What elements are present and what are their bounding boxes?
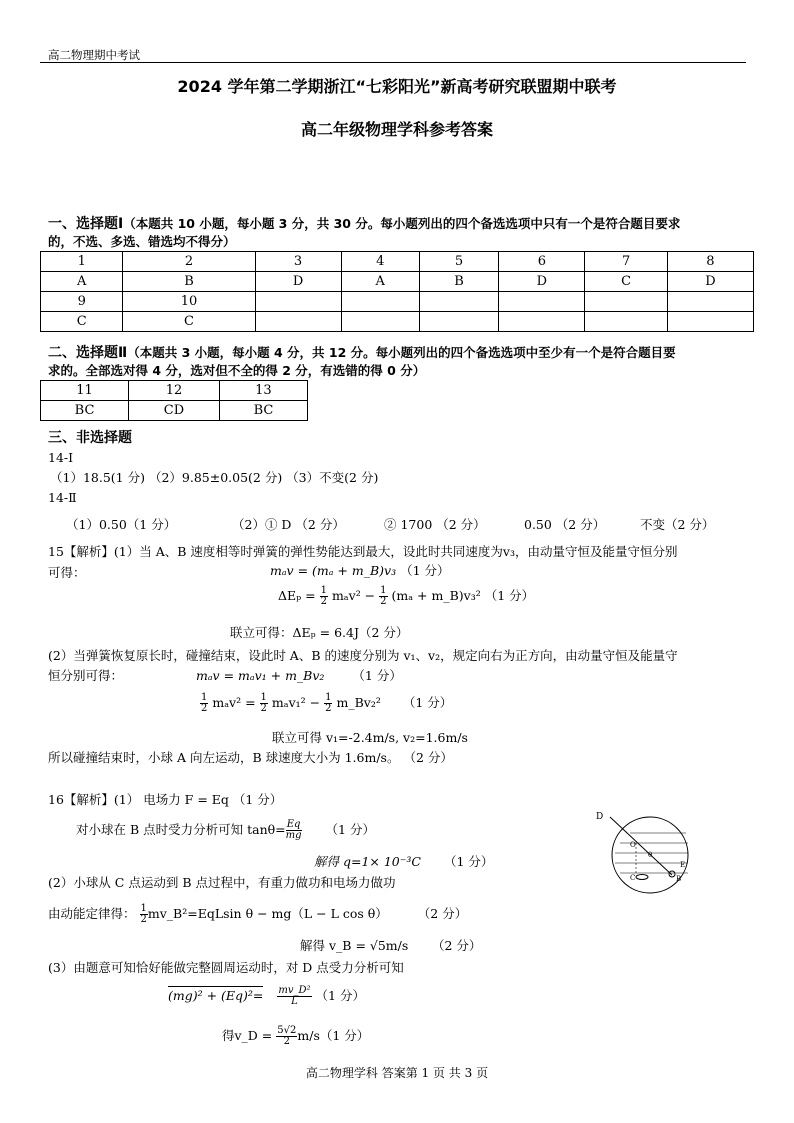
- section1-desc1: （本题共 10 小题，每小题 3 分，共 30 分。每小题列出的四个备选选项中只有一个是符合题目要求: [123, 216, 681, 231]
- q16-line2-score: （1 分）: [325, 822, 375, 837]
- table-cell: [667, 292, 753, 312]
- q16-line6-score: （2 分）: [432, 938, 482, 953]
- q14-2-label: 14-Ⅱ: [48, 490, 77, 505]
- q15-eq3: mₐv = mₐv₁ + m_Bv₂: [196, 668, 325, 683]
- label-d: D: [596, 812, 604, 822]
- table-cell: 4: [341, 252, 419, 272]
- q16-line5-row: [48, 904, 467, 925]
- table-cell: 11: [41, 381, 129, 401]
- q15-eq2-score: （1 分）: [484, 588, 535, 603]
- table-cell: CD: [129, 401, 220, 421]
- section2-line1: [48, 342, 676, 362]
- q16-line5-b: mv_B²=EqLsin θ − mg（L − L cos θ）: [147, 906, 388, 921]
- q15-line2: 可得：: [48, 565, 86, 580]
- q15-eq2-row: [278, 586, 534, 607]
- q15-eq2-rhs: (mₐ + m_B)v₃²: [391, 588, 481, 603]
- fraction-half: $\frac{1}{2}$: [380, 585, 387, 607]
- q15-conclusion: 所以碰撞结束时，小球 A 向左运动，B 球速度大小为 1.6m/s。 （2 分）: [48, 750, 453, 765]
- fraction-half: $\frac{1}{2}$: [140, 903, 147, 925]
- q15-eq1-score: （1 分）: [400, 563, 450, 578]
- page-footer: 高二物理学科 答案第 1 页 共 3 页: [305, 1066, 489, 1080]
- page-title: 2024 学年第二学期浙江“七彩阳光”新高考研究联盟期中联考: [177, 77, 617, 96]
- q16-circle-figure: [590, 805, 710, 895]
- table-cell: [585, 312, 667, 332]
- q16-line4: (2）小球从 C 点运动到 B 点过程中，有重力做功和电场力做功: [48, 875, 396, 890]
- fraction-5root2-2: $\frac{5√2}{2}$: [277, 1025, 297, 1047]
- label-theta: θ: [648, 851, 653, 859]
- table-cell: [255, 312, 341, 332]
- table-row: [41, 401, 308, 421]
- q16-line5-a: 由动能定律得：: [48, 906, 136, 921]
- fraction-half: $\frac{1}{2}$: [325, 692, 332, 714]
- table-cell: 7: [585, 252, 667, 272]
- table-cell: D: [499, 272, 585, 292]
- q16-line1: 16【解析】(1） 电场力 F = Eq （1 分）: [48, 792, 283, 807]
- q15-eq4-c: m_Bv₂²: [336, 695, 381, 710]
- table-cell: C: [585, 272, 667, 292]
- table-cell: D: [255, 272, 341, 292]
- q15-line1: 15【解析】(1）当 A、B 速度相等时弹簧的弹性势能达到最大，设此时共同速度为v₃，由动量守恒及能量守恒分别: [48, 544, 678, 559]
- table-cell: [499, 292, 585, 312]
- section3-heading: 三、非选择题: [48, 430, 132, 446]
- q16-line9-a: 得v_D =: [222, 1028, 273, 1043]
- q14-2-part5: 不变（2 分）: [640, 517, 715, 532]
- table-cell: 6: [499, 252, 585, 272]
- q15-part2-line2: 恒分别可得：: [48, 668, 124, 683]
- q16-line5-score: （2 分）: [417, 906, 468, 921]
- q14-2-part3: ② 1700 （2 分）: [384, 517, 486, 532]
- table-cell: BC: [219, 401, 307, 421]
- q16-line7: (3）由题意可知恰好能做完整圆周运动时，对 D 点受力分析可知: [48, 960, 404, 975]
- q15-eq4-row: [200, 693, 452, 714]
- q15-eq2-mid: mₐv² −: [331, 588, 376, 603]
- table-cell: 3: [255, 252, 341, 272]
- q16-line8-a: (mg)² + (Eq)²=: [168, 988, 264, 1003]
- fraction-mvd2-l: $\frac{\text{mv\_D²}}{L}$: [278, 985, 311, 1007]
- table-cell: 5: [419, 252, 499, 272]
- header-divider: [40, 62, 746, 63]
- q16-line9-row: [222, 1026, 369, 1047]
- q15-eq3-row: [196, 666, 402, 684]
- section1-desc2: 的，不选、多选、错选均不得分）: [48, 234, 236, 249]
- table-cell: [499, 312, 585, 332]
- running-header: 高二物理期中考试: [48, 48, 140, 62]
- table-cell: C: [41, 312, 123, 332]
- q15-eq1-row: [270, 561, 450, 579]
- section2-heading: 二、选择题Ⅱ: [48, 345, 128, 361]
- q15-result2: 联立可得 v₁=-2.4m/s, v₂=1.6m/s: [272, 730, 468, 745]
- table-cell: A: [341, 272, 419, 292]
- table-cell: 12: [129, 381, 220, 401]
- q15-eq4-a: mₐv² =: [212, 695, 256, 710]
- q16-line6: 解得 v_B = √5m/s: [300, 938, 409, 953]
- table-cell: [255, 292, 341, 312]
- q16-line9-b: m/s（1 分）: [297, 1028, 370, 1043]
- table-cell: 10: [123, 292, 255, 312]
- table-cell: 8: [667, 252, 753, 272]
- fraction-half: $\frac{1}{2}$: [260, 692, 267, 714]
- q15-eq3-score: （1 分）: [352, 668, 402, 683]
- q16-line8-score: （1 分）: [315, 988, 365, 1003]
- section2-desc2: 求的。全部选对得 4 分，选对但不全的得 2 分，有选错的得 0 分）: [48, 363, 426, 378]
- q15-eq2-lhs: ΔEₚ =: [278, 588, 316, 603]
- table-row: [41, 252, 754, 272]
- q14-2-part1: （1）0.50（1 分）: [66, 517, 177, 532]
- q14-1-answer: （1）18.5(1 分) （2）9.85±0.05(2 分) （3）不变(2 分): [50, 470, 379, 485]
- table-row: [41, 381, 308, 401]
- fraction-half: $\frac{1}{2}$: [201, 692, 208, 714]
- q14-2-part2: （2）① D （2 分）: [232, 517, 345, 532]
- ball-b: [669, 871, 675, 877]
- fraction-half: $\frac{1}{2}$: [320, 585, 327, 607]
- section2-answer-table: [40, 380, 308, 421]
- q15-part2-line1: (2）当弹簧恢复原长时，碰撞结束，设此时 A、B 的速度分别为 v₁、v₂，规定向右为正方向，由动量守恒及能量守: [48, 648, 678, 663]
- label-o: O: [630, 841, 636, 849]
- q16-line8-row: [168, 986, 365, 1007]
- table-cell: C: [123, 312, 255, 332]
- section2-desc1: （本题共 3 小题，每小题 4 分，共 12 分。每小题列出的四个备选选项中至少有一个是符合题目要: [127, 345, 676, 360]
- q14-2-part4: 0.50 （2 分）: [524, 517, 606, 532]
- table-cell: D: [667, 272, 753, 292]
- table-row: [41, 272, 754, 292]
- table-cell: BC: [41, 401, 129, 421]
- q16-line2-row: [76, 820, 375, 841]
- table-cell: [667, 312, 753, 332]
- section1-heading: 一、选择题Ⅰ: [48, 216, 124, 232]
- table-cell: 9: [41, 292, 123, 312]
- string-line: [610, 817, 672, 875]
- table-cell: 2: [123, 252, 255, 272]
- q14-1-label: 14-Ⅰ: [48, 450, 74, 465]
- q16-line2-a: 对小球在 B 点时受力分析可知 tanθ=: [76, 822, 286, 837]
- table-cell: B: [419, 272, 499, 292]
- table-row: [41, 312, 754, 332]
- section1-line1: [48, 213, 680, 233]
- table-cell: 13: [219, 381, 307, 401]
- fraction-eq-mg: $\frac{Eq}{mg}$: [285, 819, 302, 841]
- label-e: E: [680, 861, 686, 869]
- table-row: [41, 292, 754, 312]
- label-c: C: [630, 874, 636, 882]
- table-cell: [419, 312, 499, 332]
- table-cell: A: [41, 272, 123, 292]
- q16-line3-score: （1 分）: [444, 854, 494, 869]
- ball-c: [636, 875, 648, 880]
- table-cell: [419, 292, 499, 312]
- section1-answer-table: [40, 251, 754, 332]
- q15-eq4-score: （1 分）: [402, 695, 453, 710]
- page-subtitle: 高二年级物理学科参考答案: [300, 120, 493, 139]
- table-cell: [585, 292, 667, 312]
- q15-result1: 联立可得：ΔEₚ = 6.4J（2 分）: [230, 625, 409, 640]
- table-cell: [341, 312, 419, 332]
- label-b: B: [676, 875, 682, 883]
- q15-eq1: mₐv = (mₐ + m_B)v₃: [270, 563, 397, 578]
- table-cell: B: [123, 272, 255, 292]
- q15-eq4-b: mₐv₁² −: [271, 695, 321, 710]
- q16-line3: 解得 q=1× 10⁻³C: [314, 854, 421, 869]
- table-cell: 1: [41, 252, 123, 272]
- table-cell: [341, 292, 419, 312]
